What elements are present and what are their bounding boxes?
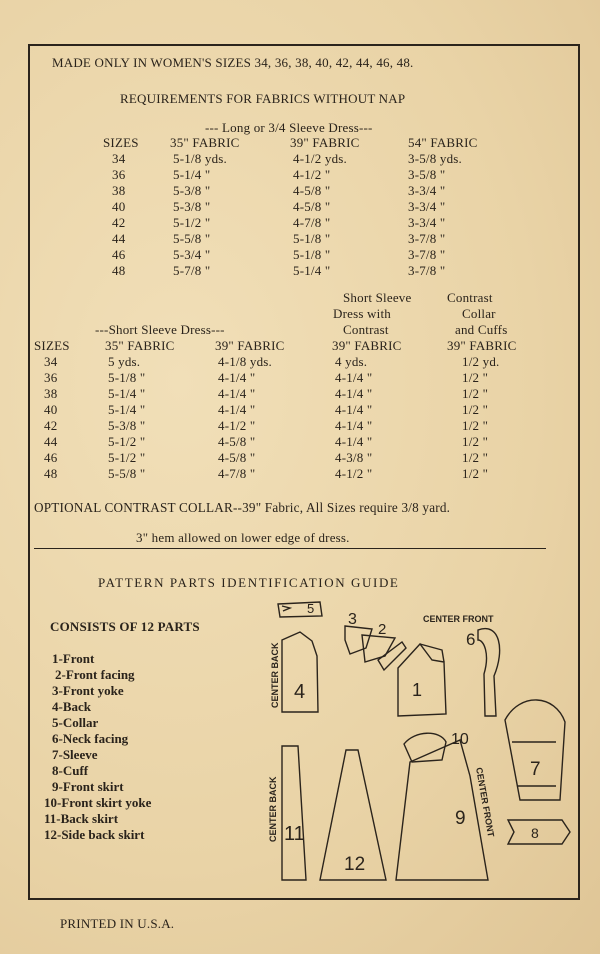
label-10: 10 — [451, 731, 469, 748]
part-item: 10-Front skirt yoke — [44, 795, 152, 810]
table2-header: 39" FABRIC — [332, 338, 402, 353]
table1-cell: 44 — [112, 231, 126, 246]
table2-cell: 5-3/8 " — [108, 418, 146, 433]
table1-cell: 34 — [112, 151, 126, 166]
label-9: 9 — [455, 808, 466, 829]
part-item: 11-Back skirt — [44, 811, 119, 826]
part-item: 4-Back — [52, 699, 91, 714]
label-1: 1 — [412, 680, 423, 700]
part-item: 7-Sleeve — [52, 747, 98, 762]
table2-cell: 4-1/2 " — [218, 418, 256, 433]
table1-cell: 5-1/8 " — [293, 247, 331, 262]
requirements-heading: REQUIREMENTS FOR FABRICS WITHOUT NAP — [120, 91, 406, 106]
hem-note: 3" hem allowed on lower edge of dress. — [136, 530, 350, 545]
table1-cell: 3-7/8 " — [408, 247, 446, 262]
table2-cell: 4-1/4 " — [218, 386, 256, 401]
table1-cell: 5-1/8 " — [293, 231, 331, 246]
front-facing-piece-2 — [362, 635, 395, 662]
part-item: 8-Cuff — [52, 763, 89, 778]
table2-cell: 44 — [44, 434, 58, 449]
table2-cell: 4-1/4 " — [218, 402, 256, 417]
divider — [34, 548, 546, 549]
part-item: 2-Front facing — [55, 667, 135, 682]
label-3: 3 — [348, 611, 357, 628]
part-item: 1-Front — [52, 651, 95, 666]
table2-cell: 4-1/4 " — [335, 418, 373, 433]
table2-cell: 1/2 " — [462, 386, 489, 401]
table2-cell: 4-7/8 " — [218, 466, 256, 481]
table2-cell: 34 — [44, 354, 58, 369]
pattern-diagram — [0, 590, 600, 890]
table2-cell: 1/2 " — [462, 434, 489, 449]
table1-cell: 5-1/4 " — [293, 263, 331, 278]
part-item: 12-Side back skirt — [44, 827, 145, 842]
table2-cell: 4-1/4 " — [335, 402, 373, 417]
table1-cell: 5-3/8 " — [173, 199, 211, 214]
label-4: 4 — [294, 681, 306, 703]
table2-cell: 4-1/4 " — [335, 434, 373, 449]
t2-group1-line3: Contrast — [343, 322, 389, 337]
table1-cell: 3-3/4 " — [408, 215, 446, 230]
table2-cell: 40 — [44, 402, 58, 417]
table1-cell: 4-7/8 " — [293, 215, 331, 230]
center-back-label-bottom: CENTER BACK — [268, 776, 278, 842]
table2-header: 39" FABRIC — [447, 338, 517, 353]
table2-cell: 46 — [44, 450, 58, 465]
table2-header: SIZES — [34, 338, 70, 353]
part-item: 9-Front skirt — [52, 779, 124, 794]
collar-piece-5 — [278, 602, 322, 617]
table2-cell: 5-1/2 " — [108, 434, 146, 449]
skirt-yoke-piece-10 — [404, 733, 446, 762]
label-5: 5 — [307, 601, 315, 616]
table2-cell: 4-5/8 " — [218, 450, 256, 465]
table2-cell: 5-1/8 " — [108, 370, 146, 385]
table2-cell: 5 yds. — [108, 354, 141, 369]
table1-title: --- Long or 3/4 Sleeve Dress--- — [205, 120, 373, 135]
table1-cell: 3-5/8 " — [408, 167, 446, 182]
table2-cell: 5-5/8 " — [108, 466, 146, 481]
label-8: 8 — [531, 825, 539, 841]
table1-header: SIZES — [103, 135, 139, 150]
part-item: 6-Neck facing — [52, 731, 129, 746]
table2-cell: 42 — [44, 418, 58, 433]
table1-cell: 5-1/2 " — [173, 215, 211, 230]
optional-collar-note: OPTIONAL CONTRAST COLLAR--39" Fabric, All Sizes require 3/8 yard. — [34, 500, 451, 515]
label-11: 11 — [284, 823, 305, 845]
center-back-label-top: CENTER BACK — [270, 642, 280, 708]
label-7: 7 — [530, 759, 541, 780]
table2-title: ---Short Sleeve Dress--- — [95, 322, 225, 337]
center-front-label-top: CENTER FRONT — [423, 614, 494, 624]
t2-group2-line1: Contrast — [447, 290, 493, 305]
table2-cell: 4-3/8 " — [335, 450, 373, 465]
table2-cell: 4-1/4 " — [335, 386, 373, 401]
front-skirt-piece-9 — [396, 740, 488, 880]
table2-cell: 5-1/4 " — [108, 402, 146, 417]
table2-cell: 1/2 " — [462, 402, 489, 417]
table1-cell: 5-1/8 yds. — [173, 151, 227, 166]
t2-group1-line1: Short Sleeve — [343, 290, 412, 305]
table2-header: 35" FABRIC — [105, 338, 175, 353]
table1-cell: 3-7/8 " — [408, 263, 446, 278]
table1-cell: 42 — [112, 215, 126, 230]
table1-cell: 5-1/4 " — [173, 167, 211, 182]
center-front-label-bottom: CENTER FRONT — [474, 766, 497, 838]
table1-header: 35" FABRIC — [170, 135, 240, 150]
printed-in: PRINTED IN U.S.A. — [60, 916, 175, 931]
table1-cell: 38 — [112, 183, 126, 198]
table1-cell: 3-5/8 yds. — [408, 151, 462, 166]
label-2: 2 — [378, 621, 387, 638]
table1-header: 39" FABRIC — [290, 135, 360, 150]
table2-cell: 1/2 " — [462, 418, 489, 433]
sleeve-piece-7 — [505, 700, 565, 800]
table1-cell: 4-1/2 " — [293, 167, 331, 182]
yoke-piece-3 — [345, 626, 372, 654]
neck-facing-piece-6 — [478, 629, 500, 716]
table2-cell: 1/2 " — [462, 450, 489, 465]
consists-label: CONSISTS OF 12 PARTS — [50, 619, 200, 634]
table1-cell: 3-3/4 " — [408, 199, 446, 214]
t2-group1-line2: Dress with — [333, 306, 391, 321]
table1-cell: 3-7/8 " — [408, 231, 446, 246]
guide-title: PATTERN PARTS IDENTIFICATION GUIDE — [98, 575, 400, 590]
table2-cell: 48 — [44, 466, 58, 481]
table1-cell: 5-7/8 " — [173, 263, 211, 278]
table2-cell: 1/2 " — [462, 370, 489, 385]
table1-cell: 4-5/8 " — [293, 199, 331, 214]
table2-cell: 1/2 yd. — [462, 354, 500, 369]
table1-cell: 3-3/4 " — [408, 183, 446, 198]
label-6: 6 — [466, 630, 476, 649]
table1-cell: 4-1/2 yds. — [293, 151, 347, 166]
sizes-line: MADE ONLY IN WOMEN'S SIZES 34, 36, 38, 40, 42, 44, 46, 48. — [52, 55, 414, 70]
t2-group2-line2: Collar — [462, 306, 496, 321]
table2-cell: 4-5/8 " — [218, 434, 256, 449]
back-skirt-piece-11 — [282, 746, 306, 880]
table2-cell: 38 — [44, 386, 58, 401]
part-item: 5-Collar — [52, 715, 99, 730]
table2-cell: 4-1/8 yds. — [218, 354, 272, 369]
table2-header: 39" FABRIC — [215, 338, 285, 353]
table2-cell: 4 yds. — [335, 354, 368, 369]
table1-header: 54" FABRIC — [408, 135, 478, 150]
table1-cell: 5-3/4 " — [173, 247, 211, 262]
table2-cell: 1/2 " — [462, 466, 489, 481]
table2-cell: 5-1/4 " — [108, 386, 146, 401]
table1-cell: 46 — [112, 247, 126, 262]
table2-cell: 4-1/2 " — [335, 466, 373, 481]
cuff-piece-8 — [508, 820, 570, 844]
part-item: 3-Front yoke — [52, 683, 124, 698]
t2-group2-line3: and Cuffs — [455, 322, 508, 337]
table1-cell: 4-5/8 " — [293, 183, 331, 198]
table2-cell: 4-1/4 " — [218, 370, 256, 385]
table1-cell: 5-5/8 " — [173, 231, 211, 246]
table1-cell: 36 — [112, 167, 126, 182]
table2-cell: 5-1/2 " — [108, 450, 146, 465]
table2-cell: 36 — [44, 370, 58, 385]
label-12: 12 — [344, 854, 366, 875]
table1-cell: 5-3/8 " — [173, 183, 211, 198]
table1-cell: 48 — [112, 263, 126, 278]
table2-cell: 4-1/4 " — [335, 370, 373, 385]
table1-cell: 40 — [112, 199, 126, 214]
